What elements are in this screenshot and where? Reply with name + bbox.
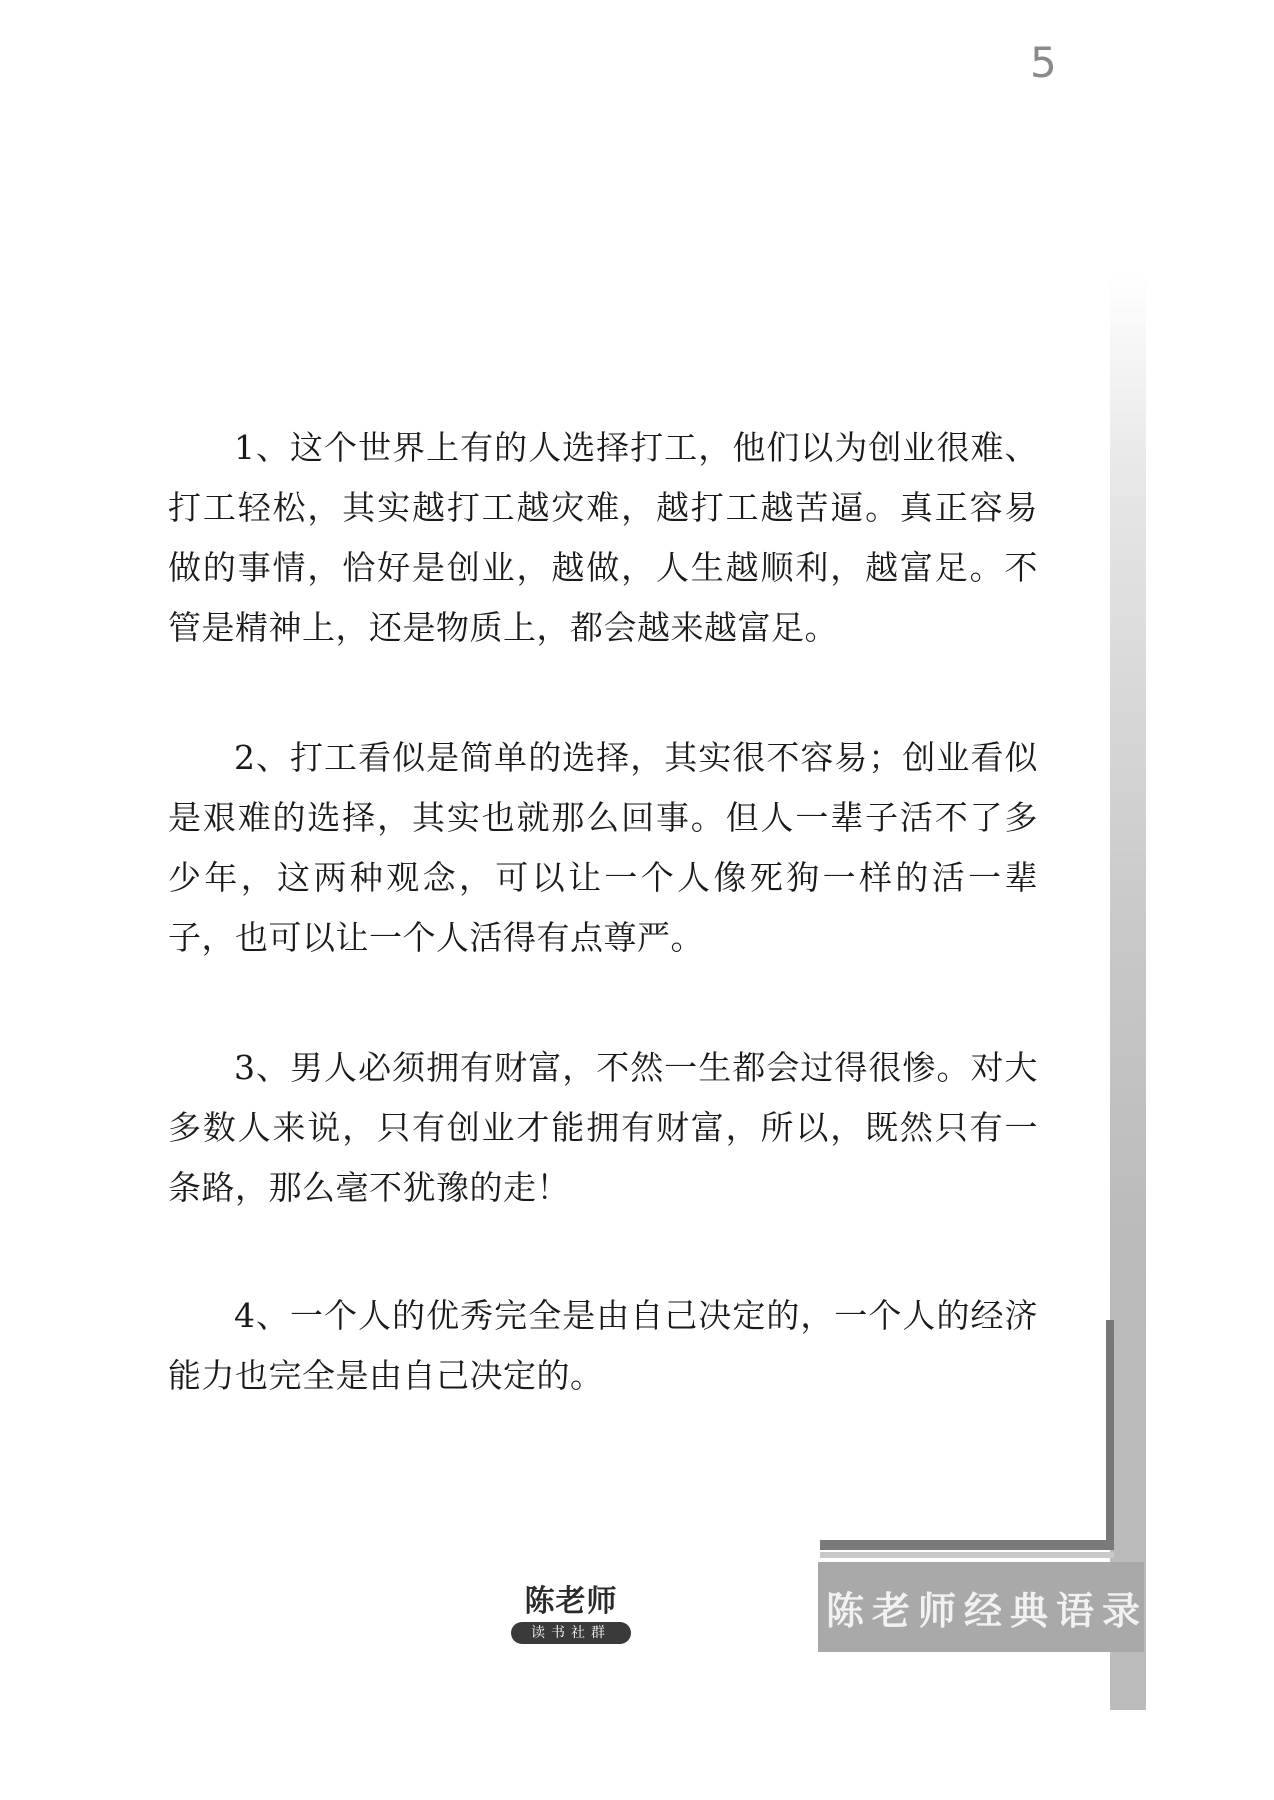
logo-subtitle: 读书社群 <box>511 1622 631 1644</box>
page-number: 5 <box>1030 38 1057 87</box>
bottom-divider-light <box>820 1552 1114 1558</box>
bottom-divider-dark <box>820 1540 1114 1550</box>
side-decoration-band <box>1110 270 1146 1710</box>
side-decoration-edge <box>1106 1320 1114 1540</box>
paragraph-3: 3、男人必须拥有财富，不然一生都会过得很惨。对大多数人来说，只有创业才能拥有财富，所以，既然只有一条路，那么毫不犹豫的走！ <box>168 1048 1038 1207</box>
paragraph-4: 4、一个人的优秀完全是由自己决定的，一个人的经济能力也完全是由自己决定的。 <box>168 1296 1038 1395</box>
publisher-logo <box>506 1584 636 1654</box>
paragraph-2: 2、打工看似是简单的选择，其实很不容易；创业看似是艰难的选择，其实也就那么回事。但人一辈子活不了多少年，这两种观念，可以让一个人像死狗一样的活一辈子，也可以让一个人活得有点尊严。 <box>168 738 1038 957</box>
section-label: 陈老师经典语录 <box>826 1588 1149 1633</box>
logo-title: 陈老师 <box>524 1584 618 1619</box>
paragraph-1: 1、这个世界上有的人选择打工，他们以为创业很难、打工轻松，其实越打工越灾难，越打工越苦逼。真正容易做的事情，恰好是创业，越做，人生越顺利，越富足。不管是精神上，还是物质上，都会越来越富足。 <box>168 428 1038 647</box>
